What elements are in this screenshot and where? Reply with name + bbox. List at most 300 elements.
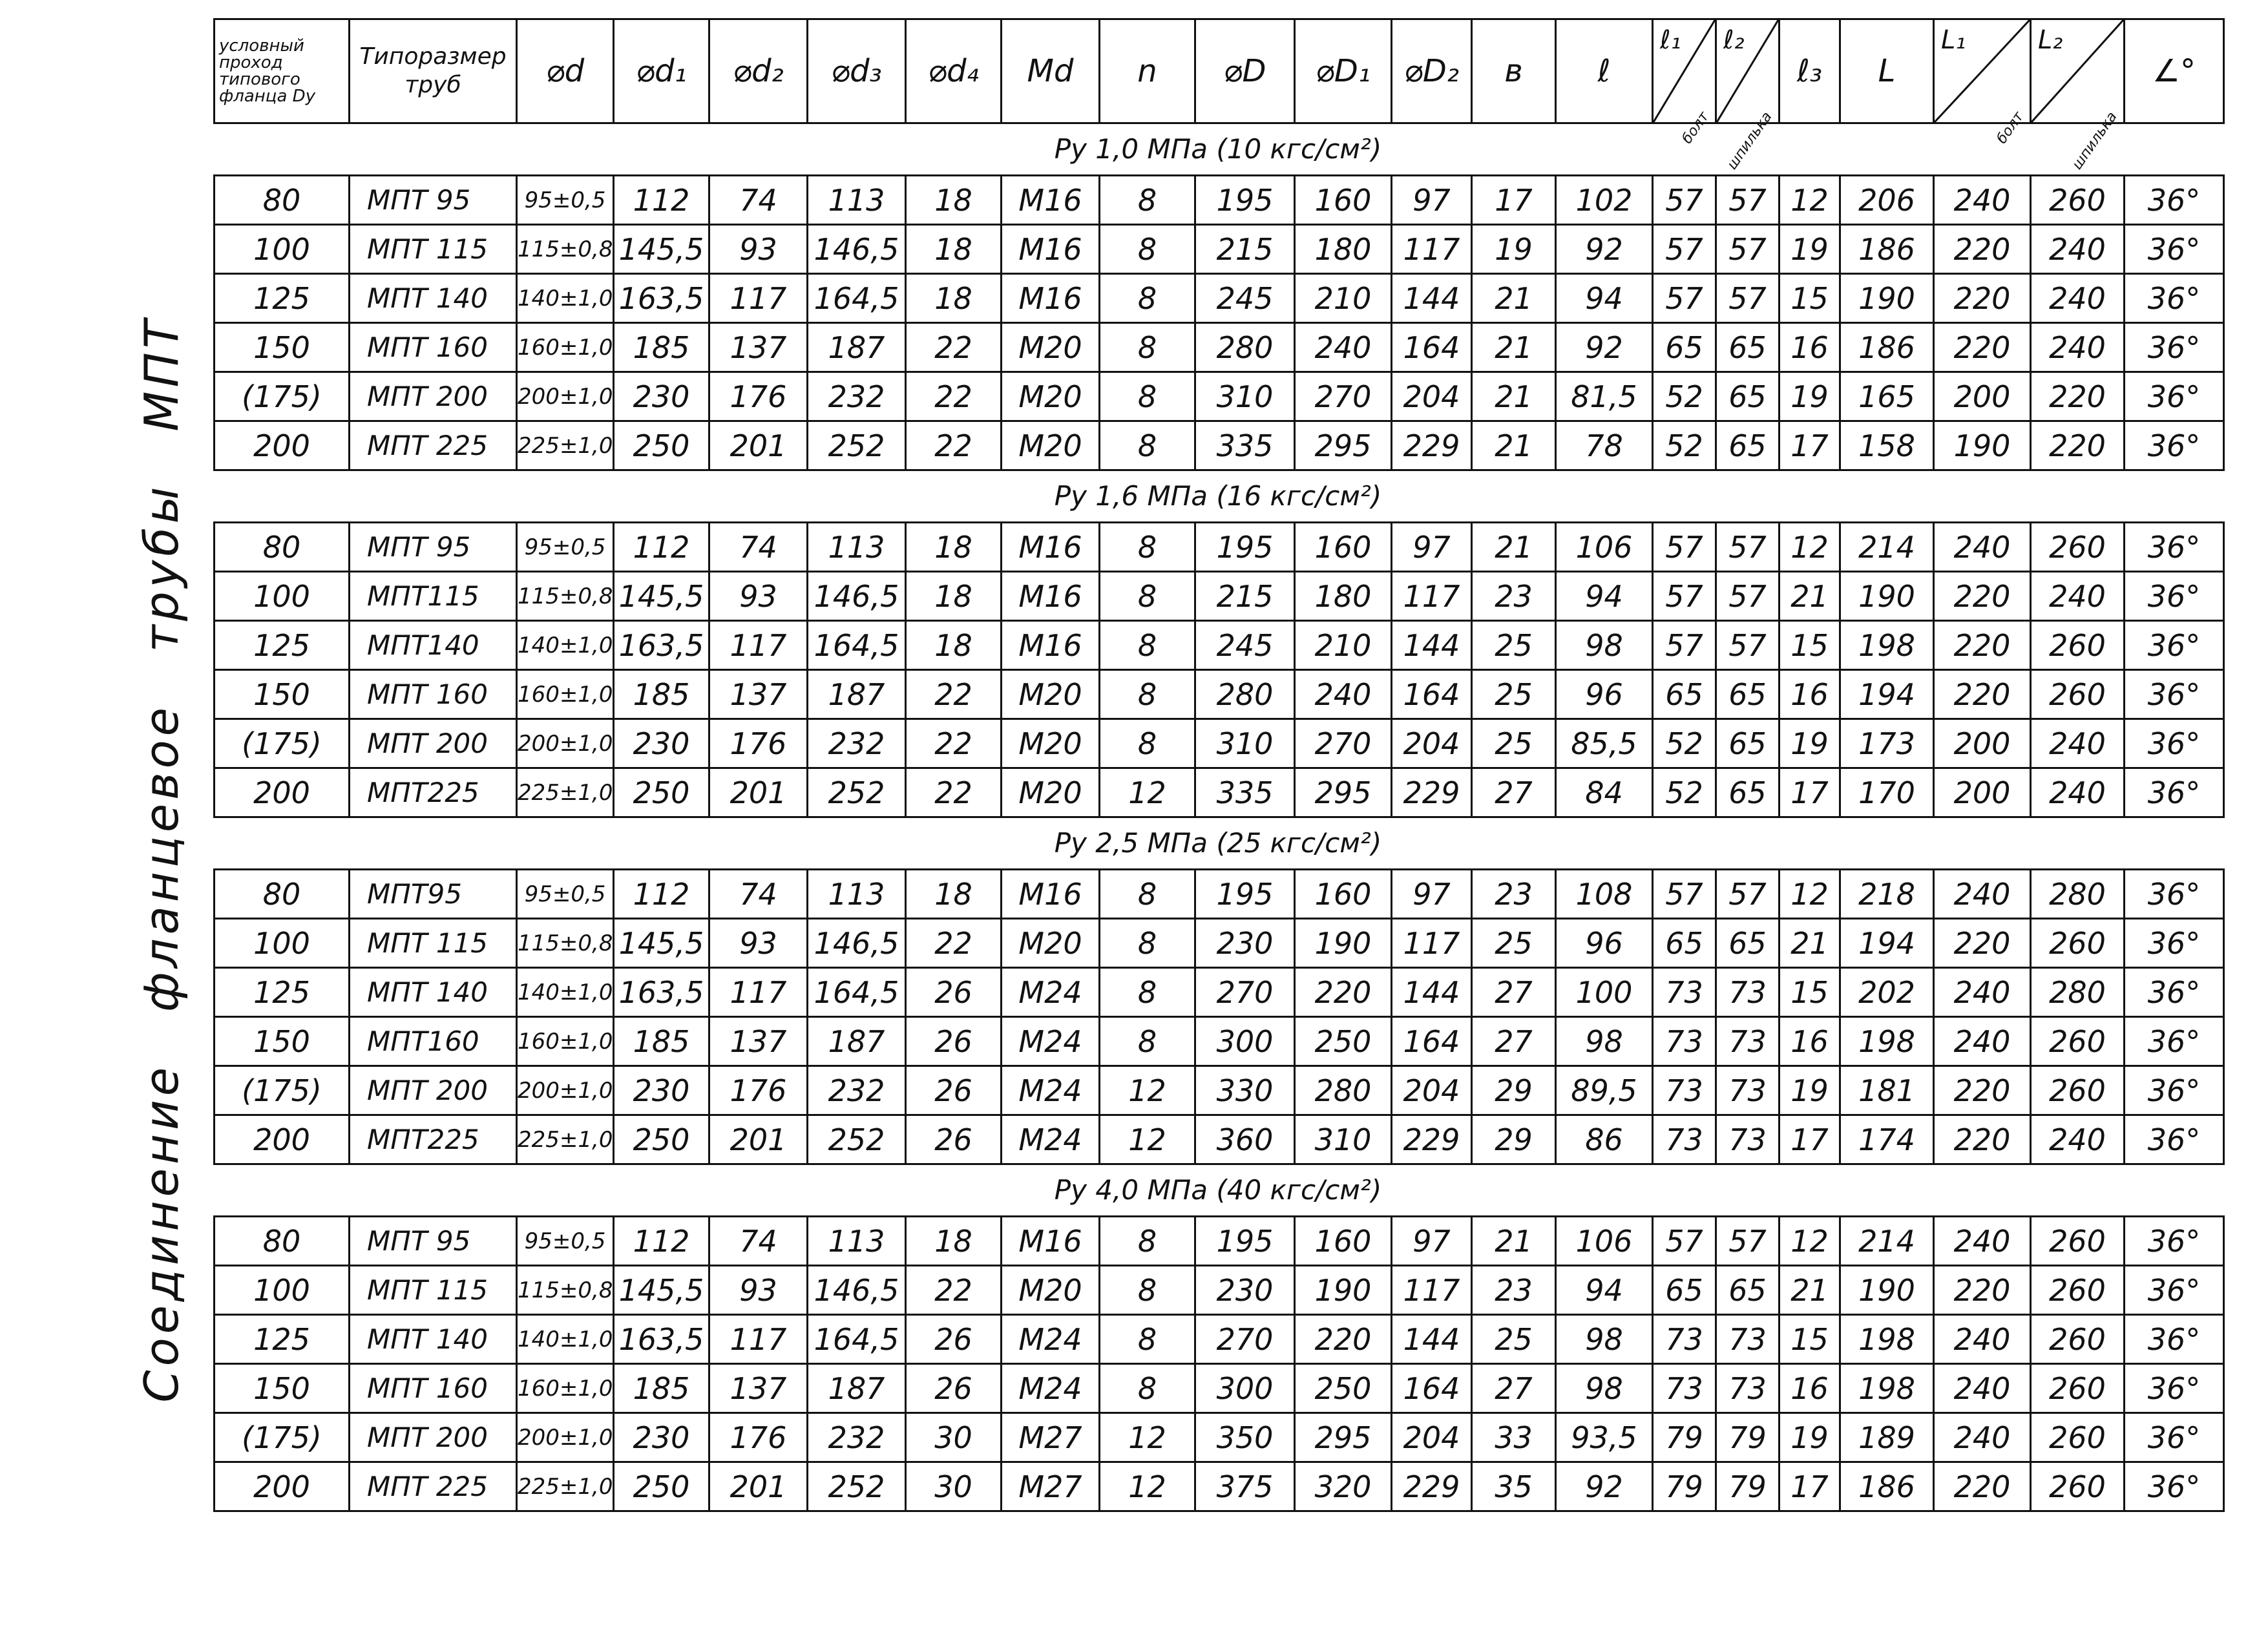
cell-alpha: 36°: [2125, 1413, 2224, 1462]
cell-l1: 57: [1653, 621, 1716, 670]
cell-l: 96: [1556, 670, 1653, 719]
cell-l1: 65: [1653, 919, 1716, 968]
cell-l2: 57: [1716, 225, 1780, 274]
cell-d4: 26: [906, 1066, 1002, 1115]
cell-l: 108: [1556, 870, 1653, 919]
cell-d2: 74: [709, 870, 808, 919]
cell-alpha: 36°: [2125, 572, 2224, 621]
cell-pipe-size: МПТ160: [350, 1017, 517, 1066]
cell-nominal-bore: 150: [215, 323, 350, 372]
cell-D1: 250: [1295, 1017, 1392, 1066]
cell-l2: 57: [1716, 523, 1780, 572]
cell-d1: 112: [614, 523, 709, 572]
cell-pipe-size: МПТ 95: [350, 523, 517, 572]
cell-D2: 229: [1392, 1462, 1472, 1511]
cell-L2: 220: [2031, 372, 2125, 421]
cell-d1: 230: [614, 372, 709, 421]
cell-alpha: 36°: [2125, 372, 2224, 421]
header-L1: [1934, 19, 2031, 147]
cell-b: 19: [1472, 225, 1556, 274]
cell-nominal-bore: 150: [215, 1017, 350, 1066]
cell-l2: 57: [1716, 274, 1780, 323]
cell-d3: 252: [808, 421, 906, 470]
cell-md: M24: [1002, 1364, 1100, 1413]
cell-l1: 52: [1653, 372, 1716, 421]
header-b: в: [1472, 19, 1556, 123]
header-L1-symbol: L₁: [1941, 25, 1966, 55]
cell-l3: 12: [1780, 176, 1840, 225]
cell-L: 158: [1840, 421, 1934, 470]
cell-D: 350: [1195, 1413, 1295, 1462]
cell-b: 35: [1472, 1462, 1556, 1511]
cell-pipe-size: МПТ 160: [350, 323, 517, 372]
header-d: ⌀d: [517, 19, 614, 123]
cell-nominal-bore: (175): [215, 372, 350, 421]
cell-L2: 260: [2031, 1217, 2125, 1266]
table-row: [215, 274, 2224, 323]
cell-D1: 310: [1295, 1115, 1392, 1164]
cell-alpha: 36°: [2125, 1066, 2224, 1115]
cell-n: 8: [1100, 1315, 1195, 1364]
cell-l1: 65: [1653, 323, 1716, 372]
cell-d4: 26: [906, 968, 1002, 1017]
cell-d2: 201: [709, 421, 808, 470]
cell-n: 8: [1100, 274, 1195, 323]
header-L2-symbol: L₂: [2038, 25, 2063, 55]
cell-l: 93,5: [1556, 1413, 1653, 1462]
cell-l: 94: [1556, 274, 1653, 323]
cell-L2: 260: [2031, 1413, 2125, 1462]
cell-l: 106: [1556, 1217, 1653, 1266]
cell-d3: 164,5: [808, 968, 906, 1017]
cell-d4: 18: [906, 572, 1002, 621]
cell-d: 225±1,0: [517, 1115, 614, 1164]
cell-nominal-bore: (175): [215, 1066, 350, 1115]
cell-nominal-bore: 200: [215, 1462, 350, 1511]
cell-nominal-bore: 125: [215, 621, 350, 670]
table-row: [215, 176, 2224, 225]
side-title-word: МПТ: [134, 316, 189, 432]
cell-D: 360: [1195, 1115, 1295, 1164]
header-l2-symbol: ℓ₂: [1723, 25, 1745, 55]
cell-d3: 187: [808, 1017, 906, 1066]
cell-D: 230: [1195, 919, 1295, 968]
cell-d1: 250: [614, 421, 709, 470]
cell-l3: 16: [1780, 1364, 1840, 1413]
header-l1: [1653, 19, 1716, 147]
cell-D1: 210: [1295, 621, 1392, 670]
cell-b: 21: [1472, 323, 1556, 372]
cell-D: 245: [1195, 621, 1295, 670]
cell-L1: 220: [1934, 1066, 2031, 1115]
cell-pipe-size: МПТ225: [350, 1115, 517, 1164]
cell-L2: 260: [2031, 1266, 2125, 1315]
cell-d2: 137: [709, 670, 808, 719]
cell-b: 25: [1472, 1315, 1556, 1364]
cell-nominal-bore: 200: [215, 1115, 350, 1164]
cell-D1: 160: [1295, 523, 1392, 572]
table-row: [215, 870, 2224, 919]
cell-d3: 232: [808, 1066, 906, 1115]
cell-n: 8: [1100, 670, 1195, 719]
cell-n: 8: [1100, 1217, 1195, 1266]
cell-d4: 22: [906, 719, 1002, 768]
cell-l: 85,5: [1556, 719, 1653, 768]
cell-d2: 201: [709, 1115, 808, 1164]
cell-b: 25: [1472, 719, 1556, 768]
cell-D1: 250: [1295, 1364, 1392, 1413]
cell-L1: 220: [1934, 225, 2031, 274]
cell-d: 115±0,8: [517, 225, 614, 274]
header-l1-symbol: ℓ₁: [1660, 25, 1681, 55]
cell-md: M16: [1002, 621, 1100, 670]
cell-D1: 160: [1295, 176, 1392, 225]
cell-b: 29: [1472, 1115, 1556, 1164]
cell-pipe-size: МПТ 200: [350, 719, 517, 768]
cell-D1: 270: [1295, 372, 1392, 421]
cell-L1: 220: [1934, 274, 2031, 323]
cell-nominal-bore: 100: [215, 225, 350, 274]
cell-l3: 19: [1780, 1413, 1840, 1462]
cell-d: 95±0,5: [517, 176, 614, 225]
cell-D: 245: [1195, 274, 1295, 323]
cell-d2: 137: [709, 323, 808, 372]
cell-alpha: 36°: [2125, 1364, 2224, 1413]
cell-D: 280: [1195, 670, 1295, 719]
cell-l2: 57: [1716, 1217, 1780, 1266]
header-l2-note: шпилька: [1724, 109, 1776, 173]
table-row: [215, 1066, 2224, 1115]
cell-d: 140±1,0: [517, 274, 614, 323]
cell-L1: 220: [1934, 323, 2031, 372]
cell-b: 25: [1472, 621, 1556, 670]
cell-alpha: 36°: [2125, 1217, 2224, 1266]
cell-l3: 21: [1780, 919, 1840, 968]
table-row: [215, 1364, 2224, 1413]
cell-l2: 65: [1716, 670, 1780, 719]
cell-l1: 73: [1653, 1017, 1716, 1066]
cell-d: 200±1,0: [517, 1413, 614, 1462]
cell-l3: 12: [1780, 870, 1840, 919]
cell-l3: 17: [1780, 1462, 1840, 1511]
cell-l: 86: [1556, 1115, 1653, 1164]
cell-l1: 57: [1653, 176, 1716, 225]
cell-d1: 163,5: [614, 1315, 709, 1364]
cell-l: 81,5: [1556, 372, 1653, 421]
header-row: [215, 19, 2224, 123]
cell-md: M27: [1002, 1413, 1100, 1462]
cell-alpha: 36°: [2125, 1115, 2224, 1164]
cell-d4: 22: [906, 670, 1002, 719]
cell-n: 8: [1100, 523, 1195, 572]
cell-d1: 163,5: [614, 274, 709, 323]
header-alpha: ∠°: [2125, 19, 2224, 123]
cell-d: 140±1,0: [517, 621, 614, 670]
cell-b: 27: [1472, 768, 1556, 817]
cell-D2: 164: [1392, 670, 1472, 719]
cell-l1: 79: [1653, 1462, 1716, 1511]
cell-nominal-bore: (175): [215, 1413, 350, 1462]
cell-d: 225±1,0: [517, 1462, 614, 1511]
header-d2: ⌀d₂: [709, 19, 808, 123]
cell-l1: 57: [1653, 870, 1716, 919]
table-row: [215, 1115, 2224, 1164]
cell-d4: 18: [906, 523, 1002, 572]
cell-d4: 18: [906, 176, 1002, 225]
cell-l1: 73: [1653, 1315, 1716, 1364]
cell-d3: 232: [808, 1413, 906, 1462]
cell-L: 206: [1840, 176, 1934, 225]
cell-nominal-bore: (175): [215, 719, 350, 768]
cell-d4: 30: [906, 1462, 1002, 1511]
cell-d: 200±1,0: [517, 372, 614, 421]
cell-L: 202: [1840, 968, 1934, 1017]
cell-n: 8: [1100, 621, 1195, 670]
cell-alpha: 36°: [2125, 225, 2224, 274]
cell-l3: 15: [1780, 1315, 1840, 1364]
cell-md: M24: [1002, 968, 1100, 1017]
table-row: [215, 1017, 2224, 1066]
cell-d: 140±1,0: [517, 1315, 614, 1364]
cell-l: 98: [1556, 621, 1653, 670]
cell-L1: 240: [1934, 176, 2031, 225]
cell-alpha: 36°: [2125, 919, 2224, 968]
cell-D1: 240: [1295, 670, 1392, 719]
cell-l3: 16: [1780, 1017, 1840, 1066]
cell-l: 102: [1556, 176, 1653, 225]
cell-L2: 260: [2031, 1017, 2125, 1066]
cell-l3: 21: [1780, 1266, 1840, 1315]
cell-d4: 18: [906, 621, 1002, 670]
cell-L2: 240: [2031, 572, 2125, 621]
cell-L1: 220: [1934, 572, 2031, 621]
cell-d: 225±1,0: [517, 768, 614, 817]
cell-d4: 26: [906, 1115, 1002, 1164]
cell-d: 95±0,5: [517, 1217, 614, 1266]
cell-pipe-size: МПТ 200: [350, 1413, 517, 1462]
cell-d2: 137: [709, 1017, 808, 1066]
pressure-caption: Ру 1,6 МПа (16 кгс/см²): [1054, 480, 1382, 512]
cell-D: 230: [1195, 1266, 1295, 1315]
cell-b: 21: [1472, 1217, 1556, 1266]
cell-nominal-bore: 100: [215, 572, 350, 621]
table-row: [215, 372, 2224, 421]
cell-n: 8: [1100, 1266, 1195, 1315]
cell-L2: 240: [2031, 323, 2125, 372]
cell-d: 160±1,0: [517, 323, 614, 372]
cell-d2: 117: [709, 274, 808, 323]
table-row: [215, 968, 2224, 1017]
cell-l2: 65: [1716, 372, 1780, 421]
cell-d: 115±0,8: [517, 1266, 614, 1315]
cell-d2: 93: [709, 919, 808, 968]
cell-d1: 250: [614, 1115, 709, 1164]
cell-D1: 180: [1295, 572, 1392, 621]
cell-n: 8: [1100, 1017, 1195, 1066]
cell-D1: 160: [1295, 1217, 1392, 1266]
cell-md: M16: [1002, 1217, 1100, 1266]
table-row: [215, 670, 2224, 719]
cell-d4: 26: [906, 1017, 1002, 1066]
cell-l2: 73: [1716, 1115, 1780, 1164]
cell-d2: 176: [709, 372, 808, 421]
cell-d2: 74: [709, 176, 808, 225]
cell-d1: 185: [614, 1017, 709, 1066]
cell-L2: 240: [2031, 719, 2125, 768]
header-D1: ⌀D₁: [1295, 19, 1392, 123]
cell-D: 270: [1195, 968, 1295, 1017]
cell-nominal-bore: 125: [215, 1315, 350, 1364]
cell-l: 84: [1556, 768, 1653, 817]
cell-l2: 79: [1716, 1413, 1780, 1462]
cell-L2: 260: [2031, 621, 2125, 670]
cell-l1: 65: [1653, 670, 1716, 719]
cell-d1: 230: [614, 719, 709, 768]
cell-pipe-size: МПТ 95: [350, 176, 517, 225]
cell-md: M20: [1002, 719, 1100, 768]
cell-L1: 240: [1934, 1315, 2031, 1364]
cell-d3: 146,5: [808, 1266, 906, 1315]
cell-pipe-size: МПТ 115: [350, 225, 517, 274]
cell-d4: 26: [906, 1364, 1002, 1413]
cell-alpha: 36°: [2125, 719, 2224, 768]
cell-d3: 187: [808, 670, 906, 719]
cell-n: 12: [1100, 1066, 1195, 1115]
cell-L: 194: [1840, 919, 1934, 968]
cell-L1: 220: [1934, 1462, 2031, 1511]
cell-alpha: 36°: [2125, 1266, 2224, 1315]
cell-L2: 260: [2031, 1315, 2125, 1364]
cell-md: M20: [1002, 1266, 1100, 1315]
cell-n: 12: [1100, 1413, 1195, 1462]
cell-l3: 17: [1780, 768, 1840, 817]
cell-d: 200±1,0: [517, 1066, 614, 1115]
cell-alpha: 36°: [2125, 176, 2224, 225]
cell-L1: 240: [1934, 1017, 2031, 1066]
flange-table-sheet: [213, 18, 2223, 1512]
cell-L2: 260: [2031, 919, 2125, 968]
cell-D: 375: [1195, 1462, 1295, 1511]
cell-L: 198: [1840, 1364, 1934, 1413]
pressure-table: [213, 521, 2225, 818]
cell-d2: 117: [709, 968, 808, 1017]
cell-d2: 93: [709, 225, 808, 274]
cell-d3: 187: [808, 323, 906, 372]
cell-d: 140±1,0: [517, 968, 614, 1017]
cell-pipe-size: МПТ 140: [350, 274, 517, 323]
cell-D1: 270: [1295, 719, 1392, 768]
cell-d: 225±1,0: [517, 421, 614, 470]
cell-D2: 144: [1392, 274, 1472, 323]
cell-L: 190: [1840, 572, 1934, 621]
cell-pipe-size: МПТ 160: [350, 1364, 517, 1413]
cell-d2: 93: [709, 1266, 808, 1315]
cell-D1: 295: [1295, 1413, 1392, 1462]
cell-D: 310: [1195, 719, 1295, 768]
cell-n: 8: [1100, 372, 1195, 421]
cell-l: 92: [1556, 323, 1653, 372]
cell-D2: 204: [1392, 1066, 1472, 1115]
cell-D2: 164: [1392, 1017, 1472, 1066]
cell-alpha: 36°: [2125, 1017, 2224, 1066]
cell-d: 160±1,0: [517, 670, 614, 719]
cell-l2: 73: [1716, 1017, 1780, 1066]
cell-d3: 146,5: [808, 919, 906, 968]
cell-d2: 93: [709, 572, 808, 621]
cell-n: 8: [1100, 919, 1195, 968]
cell-d2: 117: [709, 1315, 808, 1364]
cell-d2: 74: [709, 1217, 808, 1266]
cell-d1: 230: [614, 1413, 709, 1462]
cell-D2: 144: [1392, 1315, 1472, 1364]
side-title-word: трубы: [134, 483, 189, 653]
cell-D1: 240: [1295, 323, 1392, 372]
cell-pipe-size: МПТ225: [350, 768, 517, 817]
cell-L2: 240: [2031, 1115, 2125, 1164]
cell-L: 165: [1840, 372, 1934, 421]
cell-l3: 16: [1780, 323, 1840, 372]
cell-L: 214: [1840, 523, 1934, 572]
cell-l1: 79: [1653, 1413, 1716, 1462]
cell-l1: 73: [1653, 1066, 1716, 1115]
cell-pipe-size: МПТ 160: [350, 670, 517, 719]
cell-l1: 73: [1653, 1364, 1716, 1413]
cell-D2: 204: [1392, 1413, 1472, 1462]
cell-b: 21: [1472, 523, 1556, 572]
cell-D1: 180: [1295, 225, 1392, 274]
cell-L: 174: [1840, 1115, 1934, 1164]
header-d3: ⌀d₃: [808, 19, 906, 123]
cell-l2: 57: [1716, 621, 1780, 670]
cell-l1: 57: [1653, 274, 1716, 323]
cell-alpha: 36°: [2125, 1315, 2224, 1364]
header-L1-note: болт: [1993, 109, 2027, 147]
cell-l2: 57: [1716, 572, 1780, 621]
cell-D: 310: [1195, 372, 1295, 421]
cell-md: M16: [1002, 225, 1100, 274]
cell-nominal-bore: 80: [215, 176, 350, 225]
cell-pipe-size: МПТ 225: [350, 421, 517, 470]
cell-d3: 113: [808, 523, 906, 572]
table-row: [215, 1315, 2224, 1364]
cell-D: 280: [1195, 323, 1295, 372]
table-row: [215, 225, 2224, 274]
cell-d2: 117: [709, 621, 808, 670]
cell-L: 214: [1840, 1217, 1934, 1266]
cell-alpha: 36°: [2125, 274, 2224, 323]
cell-alpha: 36°: [2125, 323, 2224, 372]
cell-d3: 164,5: [808, 274, 906, 323]
cell-d3: 113: [808, 1217, 906, 1266]
cell-L1: 220: [1934, 1115, 2031, 1164]
cell-d1: 145,5: [614, 1266, 709, 1315]
header-l3: ℓ₃: [1780, 19, 1840, 123]
cell-d4: 22: [906, 421, 1002, 470]
cell-d1: 145,5: [614, 225, 709, 274]
cell-D: 195: [1195, 523, 1295, 572]
cell-l1: 73: [1653, 968, 1716, 1017]
cell-l2: 57: [1716, 870, 1780, 919]
cell-nominal-bore: 125: [215, 274, 350, 323]
cell-l2: 65: [1716, 1266, 1780, 1315]
cell-D: 215: [1195, 572, 1295, 621]
cell-pipe-size: МПТ 115: [350, 1266, 517, 1315]
cell-l2: 79: [1716, 1462, 1780, 1511]
cell-nominal-bore: 200: [215, 421, 350, 470]
cell-md: M16: [1002, 274, 1100, 323]
cell-L2: 260: [2031, 176, 2125, 225]
cell-l1: 73: [1653, 1115, 1716, 1164]
